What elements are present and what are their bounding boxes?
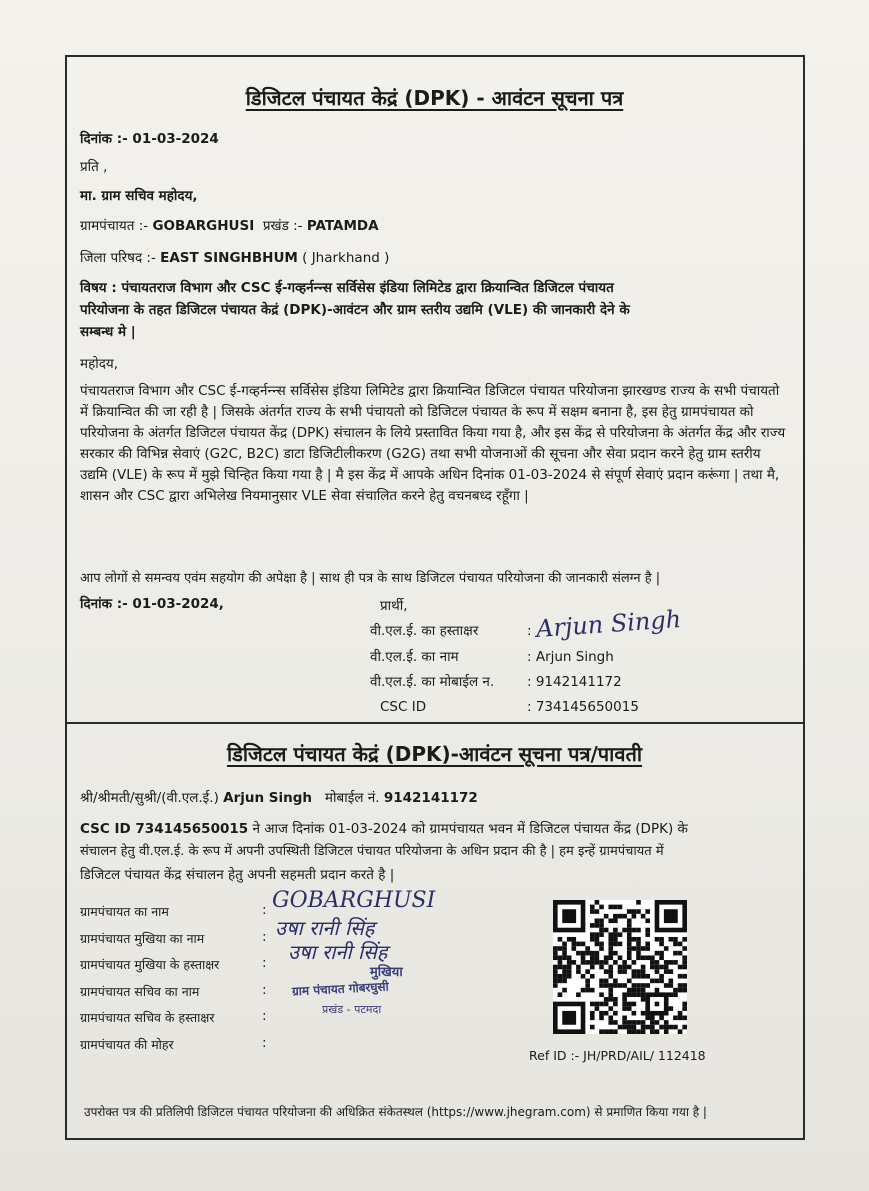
vle-line-name: Arjun Singh	[223, 790, 313, 806]
ref-id: Ref ID :- JH/PRD/AIL/ 112418	[529, 1048, 706, 1063]
field-mukhiya-name-label: ग्रामपंचायत मुखिया का नाम	[80, 931, 205, 946]
field-secretary-name-colon: :	[262, 982, 267, 998]
field-mukhiya-sign-label: ग्रामपंचायत मुखिया के हस्ताक्षर	[80, 957, 220, 972]
field-mukhiya-sign-colon: :	[262, 955, 267, 971]
closing-line: आप लोगों से समन्वय एवंम सहयोग की अपेक्षा है | साथ ही पत्र के साथ डिजिटल पंचायत परियोजना की जानकारी संलग्न है |	[80, 571, 661, 586]
subject-line-1: विषय : पंचायतराज विभाग और CSC ई-गव्हर्नन्न्स सर्विसेस इंडिया लिमिटेड द्वारा क्रियान्वित डिजिटल पंचायत	[80, 280, 614, 296]
stamp-block: प्रखंड - पटमदा	[322, 1003, 382, 1016]
field-gp-name-label: ग्रामपंचायत का नाम	[80, 904, 169, 919]
ack-line-1: CSC ID 734145650015 ने आज दिनांक 01-03-2024 को ग्रामपंचायत भवन में डिजिटल पंचायत केंद्र (DPK) के	[80, 821, 688, 837]
block-label: प्रखंड :-	[262, 218, 303, 234]
csc-label: CSC ID	[380, 699, 427, 715]
addressee: मा. ग्राम सचिव महोदय,	[80, 188, 198, 204]
allotment-notice-title: डिजिटल पंचायत केद्रं (DPK) - आवंटन सूचना पत्र	[245, 86, 624, 110]
block-value: PATAMDA	[306, 218, 379, 234]
mobile-value: 9142141172	[383, 790, 478, 806]
vle-name-label: वी.एल.ई. का नाम	[370, 649, 459, 665]
gp-label: ग्रामपंचायत :-	[80, 218, 149, 234]
field-secretary-sign-label: ग्रामपंचायत सचिव के हस्ताक्षर	[80, 1010, 215, 1025]
gp-value: GOBARGHUSI	[152, 218, 255, 234]
acknowledgement-title: डिजिटल पंचायत केद्रं (DPK)-आवंटन सूचना पत्र/पावती	[226, 742, 643, 766]
footer-note: उपरोक्त पत्र की प्रतिलिपी डिजिटल पंचायत परियोजना की अधिक्रित संकेतस्थल (https://www.jhegram.com) से प्रमाणित किया गया है |	[84, 1105, 707, 1119]
field-mukhiya-name-hand: उषा रानी सिंह	[275, 916, 375, 940]
district-label: जिला परिषद :-	[80, 250, 156, 266]
vle-mobile: : 9142141172	[527, 674, 622, 690]
ack-line-2: संचालन हेतु वी.एल.ई. के रूप में अपनी उपस्थिती डिजिटल पंचायत परियोजना के अधिन प्रदान की है | हम इन्हें ग्रामपंचायत में	[80, 844, 664, 859]
vle-line	[80, 789, 478, 807]
ack-line-3: डिजिटल पंचायत केंद्र संचालन हेतु अपनी सहमती प्रदान करते है |	[80, 867, 395, 883]
vle-signature: Arjun Singh	[535, 604, 682, 644]
vle-sign-colon: :	[527, 623, 532, 639]
field-mukhiya-sign-hand: उषा रानी सिंह	[288, 940, 388, 964]
salutation: महोदय,	[80, 356, 119, 372]
csc-id-bold: CSC ID 734145650015	[80, 821, 249, 837]
vle-mobile-label: वी.एल.ई. का मोबाईल न.	[370, 674, 495, 690]
field-seal-label: ग्रामपंचायत की मोहर	[80, 1037, 174, 1052]
subject-line-2: परियोजना के तहत डिजिटल पंचायत केद्रं (DPK)-आवंटन और ग्राम स्तरीय उद्यमि (VLE) की जानकारी देने के	[80, 302, 630, 318]
district-value: EAST SINGHBHUM	[160, 250, 298, 266]
state: ( Jharkhand )	[302, 250, 390, 266]
vle-line-label: श्री/श्रीमती/सुश्री/(वी.एल.ई.)	[80, 790, 219, 806]
to-line: प्रति ,	[80, 159, 108, 175]
district-line	[80, 249, 389, 267]
vle-sign-label: वी.एल.ई. का हस्ताक्षर	[370, 623, 479, 639]
field-secretary-name-label: ग्रामपंचायत सचिव का नाम	[80, 984, 200, 999]
csc-value: : 734145650015	[527, 699, 639, 715]
field-gp-name-colon: :	[262, 902, 267, 918]
qr-code-icon	[553, 900, 687, 1034]
field-mukhiya-name-colon: :	[262, 929, 267, 945]
body-paragraph: पंचायतराज विभाग और CSC ई-गव्हर्नन्न्स सर्विसेस इंडिया लिमिटेड द्वारा क्रियान्वित डिजिटल पंचायत परियोजना झारखण्ड राज्य के सभी पंचायतो में क्रियान्वित की जा रही है | जिसके अंतर्गत राज्य के सभी पंचायतो को डिजिटल पंचायत के रूप में सक्षम बनाना है, इस हेतु ग्रामपंचायत को परियोजना के अंतर्गत डिजिटल पंचायत केंद्र (DPK) संचालन के लिये प्रस्तावित किया गया है, और इस केंद्र से परियोजना के अंतर्गत केंद्र और राज्य सरकार की विभिन्न सेवाएं (G2C, B2C) डाटा डिजिटीलीकरण (G2G) तथा सभी योजनाओं की सूचना और सेवा प्रदान करने हेतु ग्राम स्तरीय उद्यमि (VLE) के रूप में मुझे चिन्हित किया गया है | मै इस केंद्र में आपके अधिन दिनांक 01-03-2024 से संपूर्ण सेवाएं प्रदान करूंगा | तथा मै, शासन और CSC द्वारा अभिलेख नियमानुसार VLE सेवा संचालित करने हेतु वचनबध्द रहूँगा |	[80, 383, 786, 504]
field-seal-colon: :	[262, 1035, 267, 1051]
field-secretary-sign-colon: :	[262, 1008, 267, 1024]
section-divider	[65, 722, 805, 724]
date-line-2: दिनांक :- 01-03-2024,	[80, 596, 224, 612]
stamp-gram-panchayat: ग्राम पंचायत गोबरघुसी	[291, 979, 390, 999]
subject-line-3: सम्बन्ध मे |	[80, 324, 136, 340]
mobile-label: मोबाईल नं.	[324, 790, 380, 806]
vle-name: : Arjun Singh	[527, 649, 614, 665]
applicant-label: प्रार्थी,	[380, 598, 408, 614]
gp-line	[80, 217, 379, 235]
date-line: दिनांक :- 01-03-2024	[80, 131, 219, 147]
stamp-mukhiya: मुखिया	[370, 965, 403, 980]
field-gp-name-hand: GOBARGHUSI	[272, 888, 436, 913]
